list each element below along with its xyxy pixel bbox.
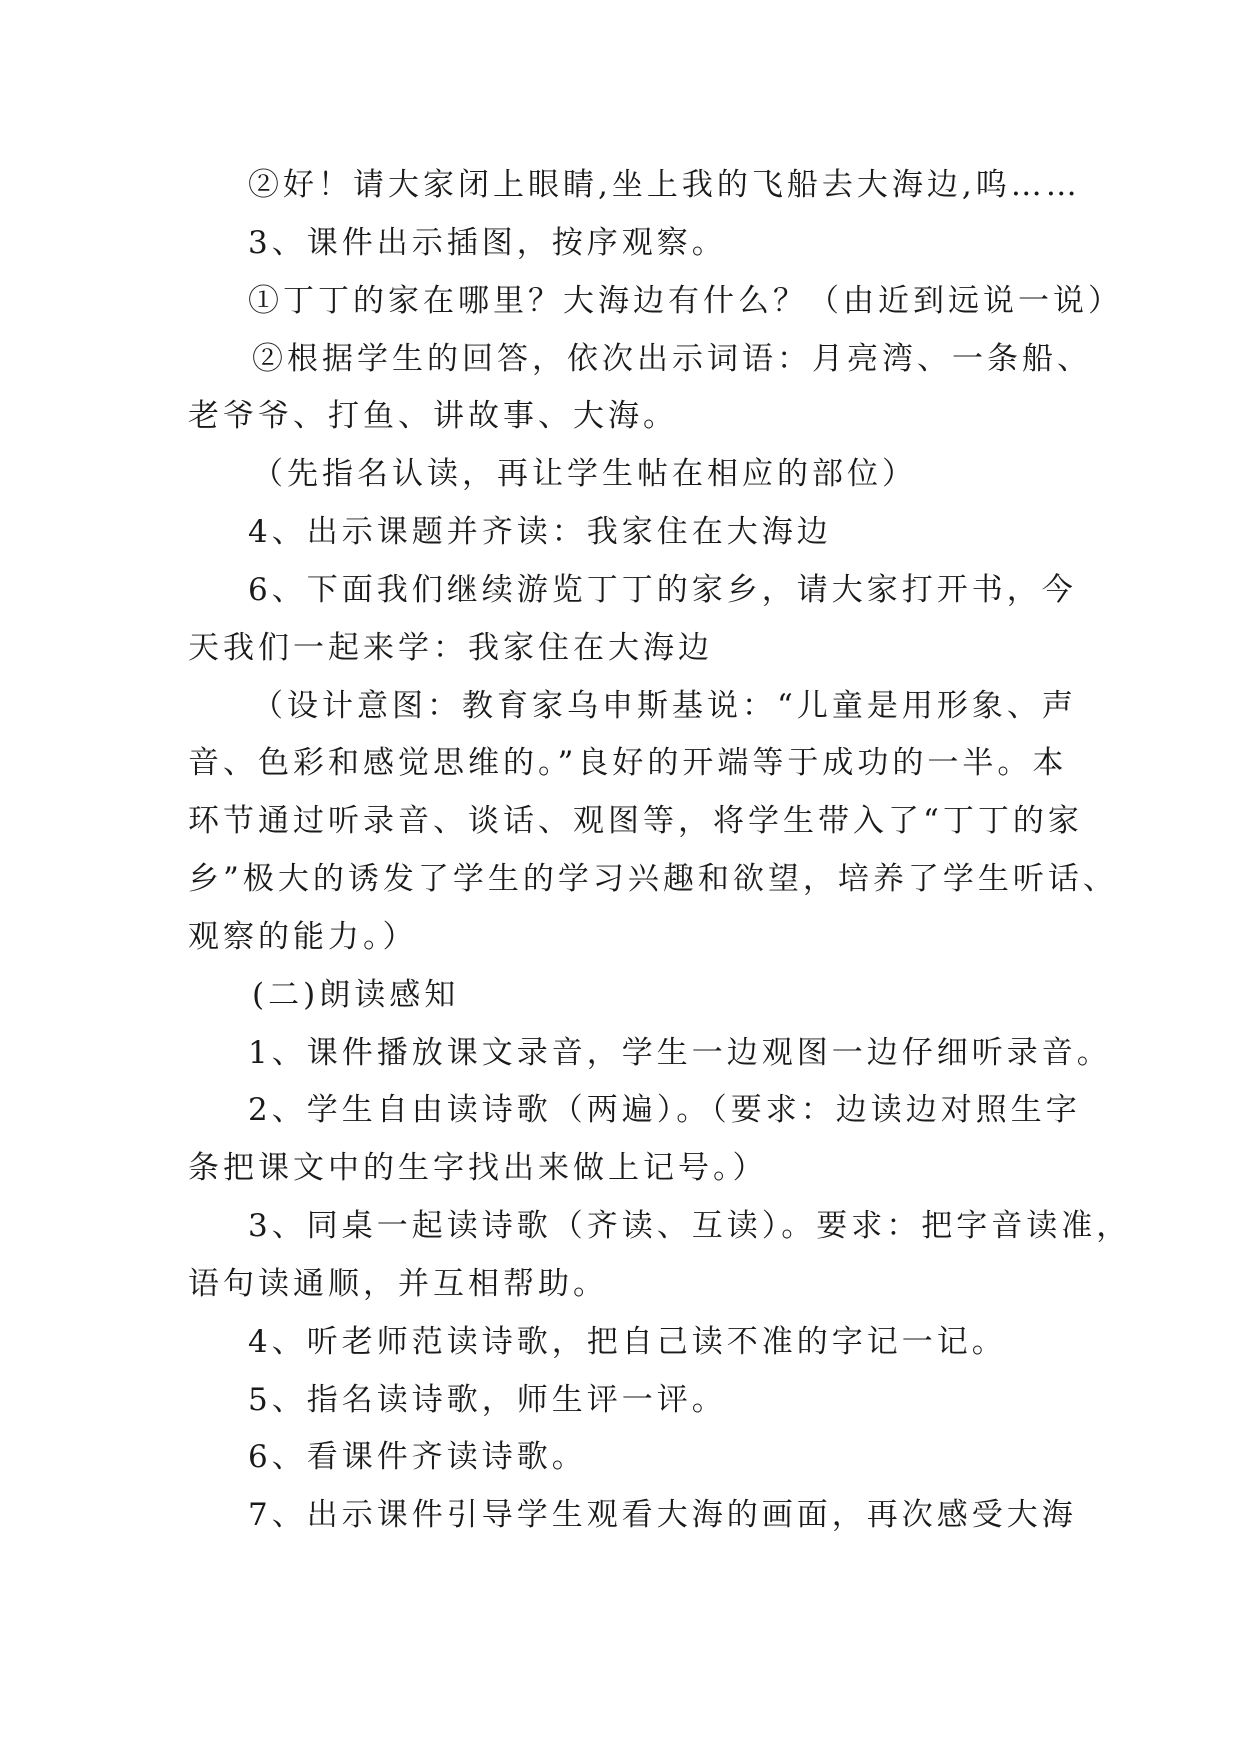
text-line-21: 4、听老师范读诗歌，把自己读不准的字记一记。 xyxy=(248,1324,1007,1360)
text-line-24: 7、出示课件引导学生观看大海的画面，再次感受大海 xyxy=(248,1497,1077,1533)
text-line-7: 4、出示课题并齐读：我家住在大海边 xyxy=(248,514,832,550)
text-line-11: 音、色彩和感觉思维的。”良好的开端等于成功的一半。本 xyxy=(188,745,1068,781)
text-line-5: 老爷爷、打鱼、讲故事、大海。 xyxy=(188,398,678,434)
text-line-1: ②好！请大家闭上眼睛,坐上我的飞船去大海边,呜…… xyxy=(248,167,1081,203)
text-line-4: ②根据学生的回答，依次出示词语：月亮湾、一条船、 xyxy=(252,341,1092,377)
text-line-18: 条把课文中的生字找出来做上记号。） xyxy=(188,1150,768,1186)
text-line-22: 5、指名读诗歌，师生评一评。 xyxy=(248,1382,727,1418)
text-line-12: 环节通过听录音、谈话、观图等，将学生带入了“丁丁的家 xyxy=(188,803,1083,839)
text-line-6: （先指名认读，再让学生帖在相应的部位） xyxy=(252,456,917,492)
text-line-23: 6、看课件齐读诗歌。 xyxy=(248,1439,587,1475)
text-line-19: 3、同桌一起读诗歌（齐读、互读）。要求：把字音读准， xyxy=(248,1208,1132,1244)
text-line-3: ①丁丁的家在哪里？大海边有什么？（由近到远说一说） xyxy=(248,283,1123,319)
text-line-17: 2、学生自由读诗歌（两遍）。（要求：边读边对照生字 xyxy=(248,1092,1081,1128)
text-line-16: 1、课件播放课文录音，学生一边观图一边仔细听录音。 xyxy=(248,1035,1112,1071)
text-line-15: (二)朗读感知 xyxy=(252,977,460,1013)
text-line-13: 乡”极大的诱发了学生的学习兴趣和欲望，培养了学生听话、 xyxy=(188,861,1118,897)
text-line-14: 观察的能力。） xyxy=(188,919,418,955)
text-line-2: 3、课件出示插图，按序观察。 xyxy=(248,225,727,261)
text-line-9: 天我们一起来学：我家住在大海边 xyxy=(188,630,713,666)
text-line-10: （设计意图：教育家乌申斯基说：“儿童是用形象、声 xyxy=(252,688,1077,724)
text-line-20: 语句读通顺，并互相帮助。 xyxy=(188,1266,608,1302)
text-line-8: 6、下面我们继续游览丁丁的家乡，请大家打开书，今 xyxy=(248,572,1077,608)
